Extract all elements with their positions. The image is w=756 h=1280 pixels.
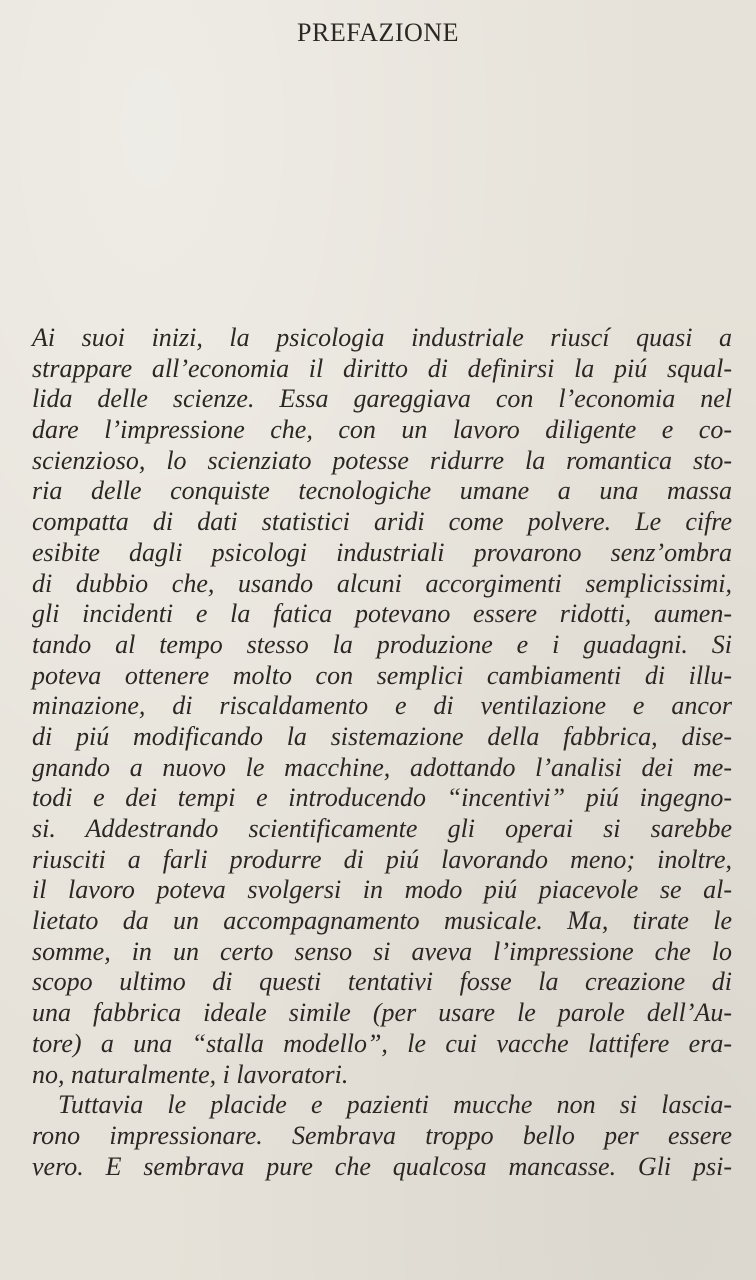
text-line: il lavoro poteva svolgersi in modo piú piacevole se al-: [32, 875, 732, 905]
text-line: esibite dagli psicologi industriali provarono senz’ombra: [32, 537, 732, 567]
text-line: ria delle conquiste tecnologiche umane a una massa: [32, 476, 732, 506]
text-line: di dubbio che, usando alcuni accorgimenti semplicissimi,: [32, 568, 732, 598]
text-line: gli incidenti e la fatica potevano essere ridotti, aumen-: [32, 599, 732, 629]
text-line: rono impressionare. Sembrava troppo bello per essere: [32, 1120, 732, 1150]
text-line: lida delle scienze. Essa gareggiava con l’economia nel: [32, 384, 732, 414]
text-line: tando al tempo stesso la produzione e i guadagni. Si: [32, 629, 732, 659]
text-line: scienzioso, lo scienziato potesse ridurre la romantica sto-: [32, 445, 732, 475]
text-line: minazione, di riscaldamento e di ventilazione e ancor: [32, 691, 732, 721]
text-line: todi e dei tempi e introducendo “incentivi” piú ingegno-: [32, 783, 732, 813]
text-line: strappare all’economia il diritto di definirsi la piú squal-: [32, 353, 732, 383]
paragraph-2: [32, 1090, 732, 1182]
text-line: scopo ultimo di questi tentativi fosse la creazione di: [32, 967, 732, 997]
text-line: tore) a una “stalla modello”, le cui vacche lattifere era-: [32, 1028, 732, 1058]
text-line: somme, in un certo senso si aveva l’impressione che lo: [32, 936, 732, 966]
text-line: poteva ottenere molto con semplici cambiamenti di illu-: [32, 660, 732, 690]
text-line: gnando a nuovo le macchine, adottando l’analisi dei me-: [32, 752, 732, 782]
page-title: PREFAZIONE: [297, 18, 459, 47]
text-line: Ai suoi inizi, la psicologia industriale riuscí quasi a: [32, 323, 732, 352]
text-line: vero. E sembrava pure che qualcosa mancasse. Gli psi-: [32, 1151, 732, 1181]
text-line: una fabbrica ideale simile (per usare le parole dell’Au-: [32, 998, 732, 1028]
paragraph-1: [32, 323, 732, 1090]
text-line: riusciti a farli produrre di piú lavorando meno; inoltre,: [32, 844, 732, 874]
text-line: dare l’impressione che, con un lavoro diligente e co-: [32, 415, 732, 445]
body-text: [32, 323, 732, 1182]
text-line: Tuttavia le placide e pazienti mucche non si lascia-: [58, 1090, 732, 1120]
text-line: no, naturalmente, i lavoratori.: [32, 1059, 349, 1089]
text-line: si. Addestrando scientificamente gli operai si sarebbe: [32, 814, 732, 843]
text-line: lietato da un accompagnamento musicale. Ma, tirate le: [32, 906, 732, 936]
text-line: di piú modificando la sistemazione della fabbrica, dise-: [32, 721, 732, 751]
text-line: compatta di dati statistici aridi come polvere. Le cifre: [32, 507, 732, 537]
